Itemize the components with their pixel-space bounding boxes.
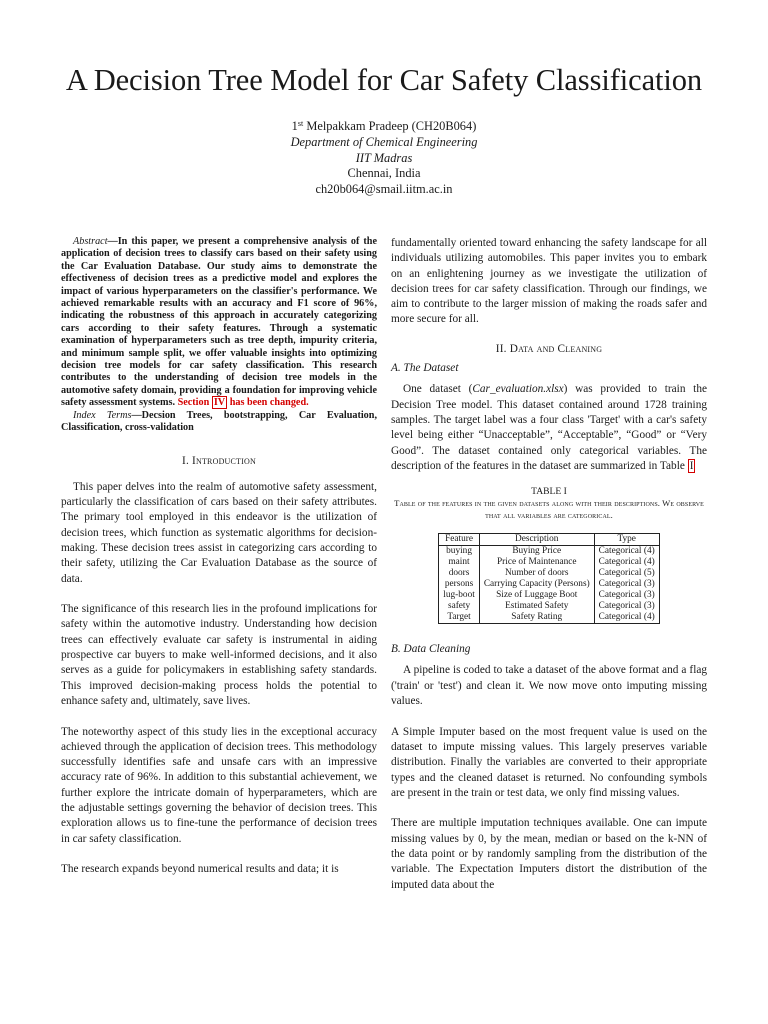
intro-paragraph-1: This paper delves into the realm of automotive safety assessment, particularly the classification of cars based on their safety attributes. The primary tool employed in this endeavor is the utilization of decision trees, which function as systematic algorithms for decision-making. These decision trees assist in categorizing cars according to their safety, utilizing the Car Evaluation Database as the source of data. (61, 480, 377, 585)
table-header-cell: Feature (439, 534, 480, 546)
table-row (439, 568, 659, 579)
table-ref-link[interactable]: I (689, 459, 694, 472)
table-cell: Buying Price (479, 546, 594, 558)
section-heading-introduction: I. Introduction (182, 454, 256, 467)
paper-title: A Decision Tree Model for Car Safety Classification (65, 63, 703, 97)
dataset-text-a: One dataset ( (403, 383, 473, 396)
author-ordinal: 1 (291, 119, 298, 133)
dataset-paragraph (391, 382, 707, 474)
paragraph-gap (61, 709, 377, 724)
table-cell: Categorical (4) (594, 546, 659, 558)
index-terms-label: Index Terms (73, 409, 132, 421)
table-row (439, 557, 659, 568)
dataset-text-b: ) was provided to train the Decision Tree model. This dataset contained around 1728 training samples. The target label was a four class 'Target' with a car's safety level being either “Unacceptable”, “Acceptable”, “Good” or “Very Good”. The dataset contained only categorical variables. The description of the features in the dataset are summarized in Table (391, 383, 707, 472)
author-email: ch20b064@smail.iitm.ac.in (315, 182, 453, 197)
table-cell: persons (439, 579, 480, 590)
table-cell: buying (439, 546, 480, 558)
table-cell: Categorical (3) (594, 590, 659, 601)
table-cell: Categorical (4) (594, 557, 659, 568)
table-cell: Safety Rating (479, 612, 594, 624)
table-header-row (439, 534, 659, 546)
cleaning-paragraph-1: A pipeline is coded to take a dataset of the above format and a flag ('train' or 'test') and clean it. We now move onto imputing missing values. (391, 664, 707, 708)
table-label: TABLE I (531, 486, 567, 498)
dataset-filename: Car_evaluation.xlsx (472, 383, 564, 396)
intro-paragraph-2: The significance of this research lies in the profound implications for safety within the automotive industry. Understanding how decision trees can effectively evaluate car safety is instrumental in aiding prospective car buyers to make well-informed decisions, and it also serves as a guide for policymakers in establishing safety standards. This improved decision-making process holds the potential to enhance safety and, ultimately, save lives. (61, 603, 377, 707)
table-cell: Target (439, 612, 480, 624)
table-row (439, 612, 659, 624)
author-block (0, 119, 768, 198)
paragraph-gap (61, 587, 377, 602)
table-cell: Size of Luggage Boot (479, 590, 594, 601)
author-line (0, 119, 768, 135)
table-header-cell: Type (594, 534, 659, 546)
intro-paragraph-4: The research expands beyond numerical results and data; it is (61, 863, 339, 876)
table-cell: Number of doors (479, 568, 594, 579)
table-row (439, 590, 659, 601)
author-ordinal-suffix: st (297, 119, 304, 128)
cleaning-paragraph-2: A Simple Imputer based on the most frequent value is used on the dataset to impute missing values. This largely preserves variable distribution. Finally the variables are converted to their appropriate types and the cleaned dataset is returned. No confounding symbols are present in the train or test data, we only find missing values. (391, 725, 707, 799)
author-name: Melpakkam Pradeep (CH20B064) (306, 119, 477, 133)
index-terms-text: —Decsion Trees, bootstrapping, Car Evaluation, Classification, cross-validation (61, 409, 377, 434)
paragraph-gap (391, 709, 707, 724)
author-location: Chennai, India (347, 166, 421, 181)
change-note-suffix: has been changed. (229, 397, 309, 409)
table-cell: Categorical (3) (594, 579, 659, 590)
table-cell: lug-boot (439, 590, 480, 601)
intro-continuation: fundamentally oriented toward enhancing the safety landscape for all individuals utilizing automobiles. This paper invites you to embark on an enlightening journey as we investigate the utilization of decision trees for car safety classification. Through our findings, we aim to contribute to the larger mission of making the roads safer and more secure for all. (391, 237, 707, 326)
abstract-text: —In this paper, we present a comprehensive analysis of the application of decision trees to classify cars based on their safety using the Car Evaluation Database. Our study aims to demonstrate the effectiveness of decision trees as a predictive model and explores the impact of various hyperparameters on the classifier's performance. We achieved remarkable results with an accuracy and F1 score of 96%, indicating the robustness of this approach in accurately categorizing cars according to their safety features. Through a systematic examination of hyperparameters such as tree depth, impurity criteria, and minimum sample split, we offer valuable insights into optimizing decision tree models for car safety classification. This research contributes to the understanding of decision tree models in the automotive safety domain, providing a foundation for improving vehicle safety assessment systems. (61, 236, 377, 409)
table-row (439, 601, 659, 612)
index-terms (61, 410, 377, 435)
author-institution: IIT Madras (355, 150, 413, 165)
abstract (61, 236, 377, 410)
section-heading-data-cleaning: II. Data and Cleaning (495, 342, 603, 355)
change-note (178, 396, 309, 409)
subsection-heading-data-cleaning: B. Data Cleaning (391, 643, 471, 656)
table-cell: safety (439, 601, 480, 612)
abstract-label: Abstract (73, 236, 108, 247)
table-cell: Carrying Capacity (Persons) (479, 579, 594, 590)
features-table (438, 533, 659, 624)
section-ref-link[interactable]: IV (213, 397, 226, 409)
paragraph-gap (61, 847, 377, 862)
change-note-prefix: Section (177, 397, 210, 409)
paragraph-gap (391, 801, 707, 816)
table-row (439, 579, 659, 590)
table-cell: Price of Maintenance (479, 557, 594, 568)
table-cell: Categorical (5) (594, 568, 659, 579)
table-row (439, 546, 659, 558)
table-cell: doors (439, 568, 480, 579)
table-caption: Table of the features in the given datasets along with their descriptions. We observe that all variables are categorical. (394, 498, 704, 520)
subsection-heading-dataset: A. The Dataset (391, 362, 459, 375)
cleaning-paragraph-3: There are multiple imputation techniques available. One can impute missing values by 0, by the mean, median or based on the k-NN of the data point or by randomly sampling from the distribution of the variable. The Expectation Imputers distort the distribution of the imputed data about the (391, 817, 707, 891)
intro-paragraph-3: The noteworthy aspect of this study lies in the exceptional accuracy achieved through the application of decision trees. This methodology successfully identifies safe and unsafe cars with an impressive accuracy rate of 96%. In addition to this substantial achievement, we further explore the intricate domain of hyperparameters, which are the adjustable settings governing the behavior of decision trees. This exploration allows us to fine-tune the performance of decision trees in car safety classification. (61, 725, 377, 845)
author-department: Department of Chemical Engineering (290, 134, 478, 149)
table-cell: Categorical (4) (594, 612, 659, 624)
table-cell: Categorical (3) (594, 601, 659, 612)
left-column (61, 236, 377, 878)
right-column (391, 236, 707, 893)
table-cell: maint (439, 557, 480, 568)
table-header-cell: Description (479, 534, 594, 546)
table-cell: Estimated Safety (479, 601, 594, 612)
